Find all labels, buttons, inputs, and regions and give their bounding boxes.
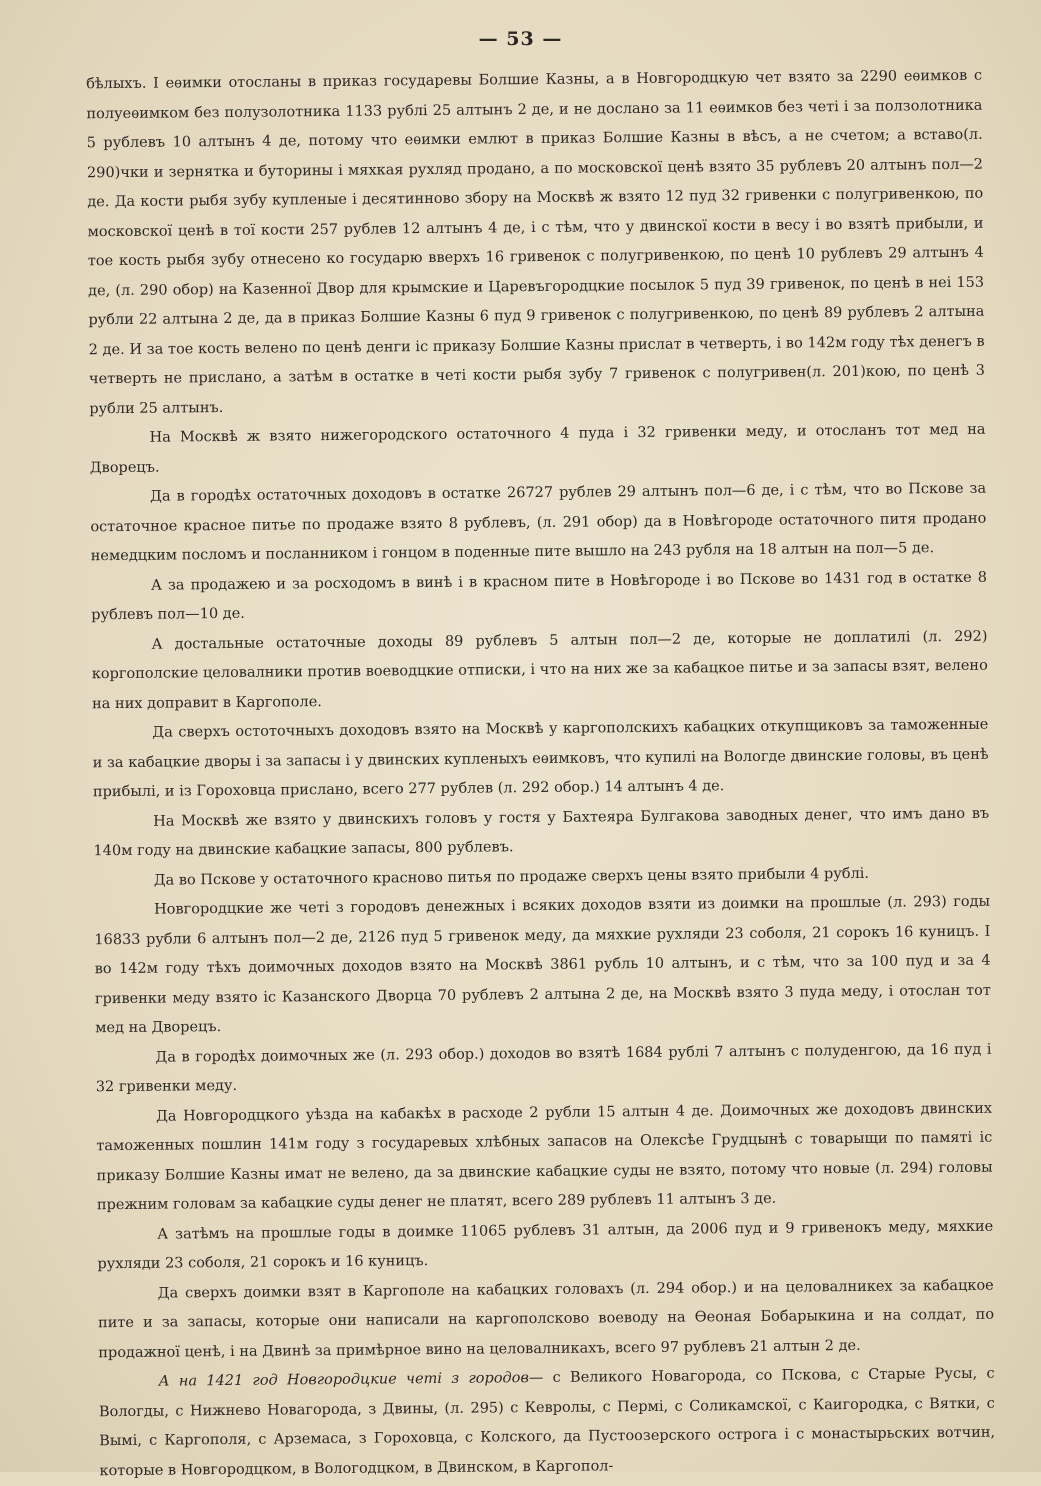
paragraph: Да в городѣх доимочных же (л. 293 обор.) доходов во взятѣ 1684 рублі 7 алтынъ с полуденгою, да 16 пуд і 32 гривенки меду. xyxy=(95,1041,992,1096)
paragraph: На Москвѣ же взято у двинскихъ головъ у гостя у Бахтеяра Булгакова заводных денег, что имъ дано въ 140м году на двинские кабацкие запасы, 800 рублевъ. xyxy=(93,805,990,860)
body-text xyxy=(86,62,996,1486)
paragraph: бѣлыхъ. І еѳимки отосланы в приказ государевы Болшие Казны, а в Новгородцкую чет взято за 2290 еѳимков с полуеѳимком без полузолотника 1133 рублі 25 алтынъ 2 де, и не дослано за 11 еѳимков без четі і за ползолотника 5 рублевъ 10 алтынъ 4 де, потому что еѳимки емлют в приказ Болшие Казны в вѣсъ, а не счетом; а вставо(л. 290)чки и зернятка и буторины і мяхкая рухляд продано, а по московскої ценѣ взято 35 рублевъ 20 алтынъ пол—2 де. Да кости рыбя зубу купленые і десятинново збору на Москвѣ ж взято 12 пуд 32 гривенки с полугривенкою, по московскої ценѣ в тої кости 257 рублев 12 алтынъ 4 де, і с тѣм, что у двинскої кости в весу і во взятѣ прибыли, и тое кость рыбя зубу отнесено ко государю вверхъ 16 гривенок с полугривенкою, по ценѣ 10 рублевъ 29 алтынъ 4 де, (л. 290 обор) на Казенної Двор для крымские и Царевъгородцкие посылок 5 пуд 39 гривенок, по ценѣ в неі 153 рубли 22 алтына 2 де, да в приказ Болшие Казны 6 пуд 9 гривенок с полугривенкою, по ценѣ 89 рублевъ 2 алтына 2 де. И за тое кость велено по ценѣ денги іс приказу Болшие Казны прислат в четверть, і во 142м году тѣх денегъ в четверть не прислано, а затѣм в остатке в четі кости рыбя зубу 7 гривенок с полугривен(л. 201)кою, по ценѣ 3 рубли 25 алтынъ. xyxy=(86,67,986,417)
paragraph: А за продажею и за росходомъ в винѣ і в красном пите в Новѣгороде і во Пскове во 1431 год в остатке 8 рублевъ пол—10 де. xyxy=(91,569,988,624)
paragraph: Да Новгородцкого уѣзда на кабакѣх в расходе 2 рубли 15 алтын 4 де. Доимочных же доходовъ двинских таможенных пошлин 141м году з государевых хлѣбных запасов на Олексѣе Грудцынѣ с товарыщи по памяті іс приказу Болшие Казны имат не велено, да за двинские кабацкие суды не взято, потому что новые (л. 294) головы прежним головам за кабацкие суды денег не платят, всего 289 рублевъ 11 алтынъ 3 де. xyxy=(96,1100,993,1214)
paragraph: На Москвѣ ж взято нижегородского остаточного 4 пуда і 32 гривенки меду, и отосланъ тот мед на Дворецъ. xyxy=(89,421,986,476)
paragraph: Да сверхъ доимки взят в Каргополе на кабацких головахъ (л. 294 обор.) и на целовалникех за кабацкое пите и за запасы, которые они написали на каргополсково воеводу на Ѳеоная Бобарыкина и на солдат, по продажної ценѣ, і на Двинѣ за примѣрное вино на целовалникахъ, всего 97 рублевъ 21 алтын 2 де. xyxy=(97,1277,995,1361)
paragraph: А затѣмъ на прошлые годы в доимке 11065 рублевъ 31 алтын, да 2006 пуд и 9 гривенокъ меду, мяхкие рухляди 23 соболя, 21 сорокъ и 16 куницъ. xyxy=(97,1218,994,1273)
last-paragraph xyxy=(98,1360,995,1486)
paragraph: А достальные остаточные доходы 89 рублевъ 5 алтын пол—2 де, которые не доплатилі (л. 292) коргополские целовалники против воеводцкие отписки, і что на них же за кабацкое питье и за запасы взят, велено на них доправит в Каргополе. xyxy=(91,628,988,712)
paragraph-text: — с Великого Новагорода, со Пскова, с Старые Русы, с Вологды, с Нижнево Новагорода, з Двины, (л. 295) с Кевролы, с Пермі, с Соликамскої, с Каигородка, с Вятки, с Вымі, с Каргополя, с Арземаса, з Гороховца, с Колского, да Пустоозерского острога і с монастырьских вотчин, которые в Новгородцком, в Вологодцком, в Двинском, в Каргопол- xyxy=(98,1365,996,1479)
paragraph: Да во Пскове у остаточного красново питья по продаже сверхъ цены взято прибыли 4 рублі. xyxy=(153,865,870,889)
page-number: — 53 — xyxy=(478,28,563,50)
italic-heading: А на 1421 год Новгородцкие четі з городов xyxy=(158,1370,529,1390)
paragraph: Да сверхъ остоточныхъ доходовъ взято на Москвѣ у каргополскихъ кабацких откупщиковъ за таможенные и за кабацкие дворы і за запасы і у двинских купленыхъ еѳимковъ, что купилі на Вологде двинские головы, въ ценѣ прибылі, и із Гороховца прислано, всего 277 рублев (л. 292 обор.) 14 алтынъ 4 де. xyxy=(92,716,989,801)
paragraph: Новгородцкие же четі з городовъ денежных і всяких доходов взяти из доимки на прошлые (л. 293) годы 16833 рубли 6 алтынъ пол—2 де, 2126 пуд 5 гривенок меду, да мяхкие рухляди 23 соболя, 21 сорокъ 16 куницъ. І во 142м году тѣхъ доимочных доходов взято на Москвѣ 3861 рубль 10 алтынъ, и с тѣм, что за 100 пуд и за 4 гривенки меду взято іс Казанского Дворца 70 рублевъ 2 алтына 2 де, на Москвѣ взято 3 пуда меду, і отослан тот мед на Дворецъ. xyxy=(94,893,991,1037)
paragraph: Да в городѣх остаточных доходовъ в остатке 26727 рублев 29 алтынъ пол—6 де, і с тѣм, что во Пскове за остаточное красное питье по продаже взято 8 рублевъ, (л. 291 обор) да в Новѣгороде остаточного питя продано немедцким посломъ и посланником і гонцом в поденные пите вышло на 243 рубля на 18 алтын на пол—5 де. xyxy=(90,480,987,565)
